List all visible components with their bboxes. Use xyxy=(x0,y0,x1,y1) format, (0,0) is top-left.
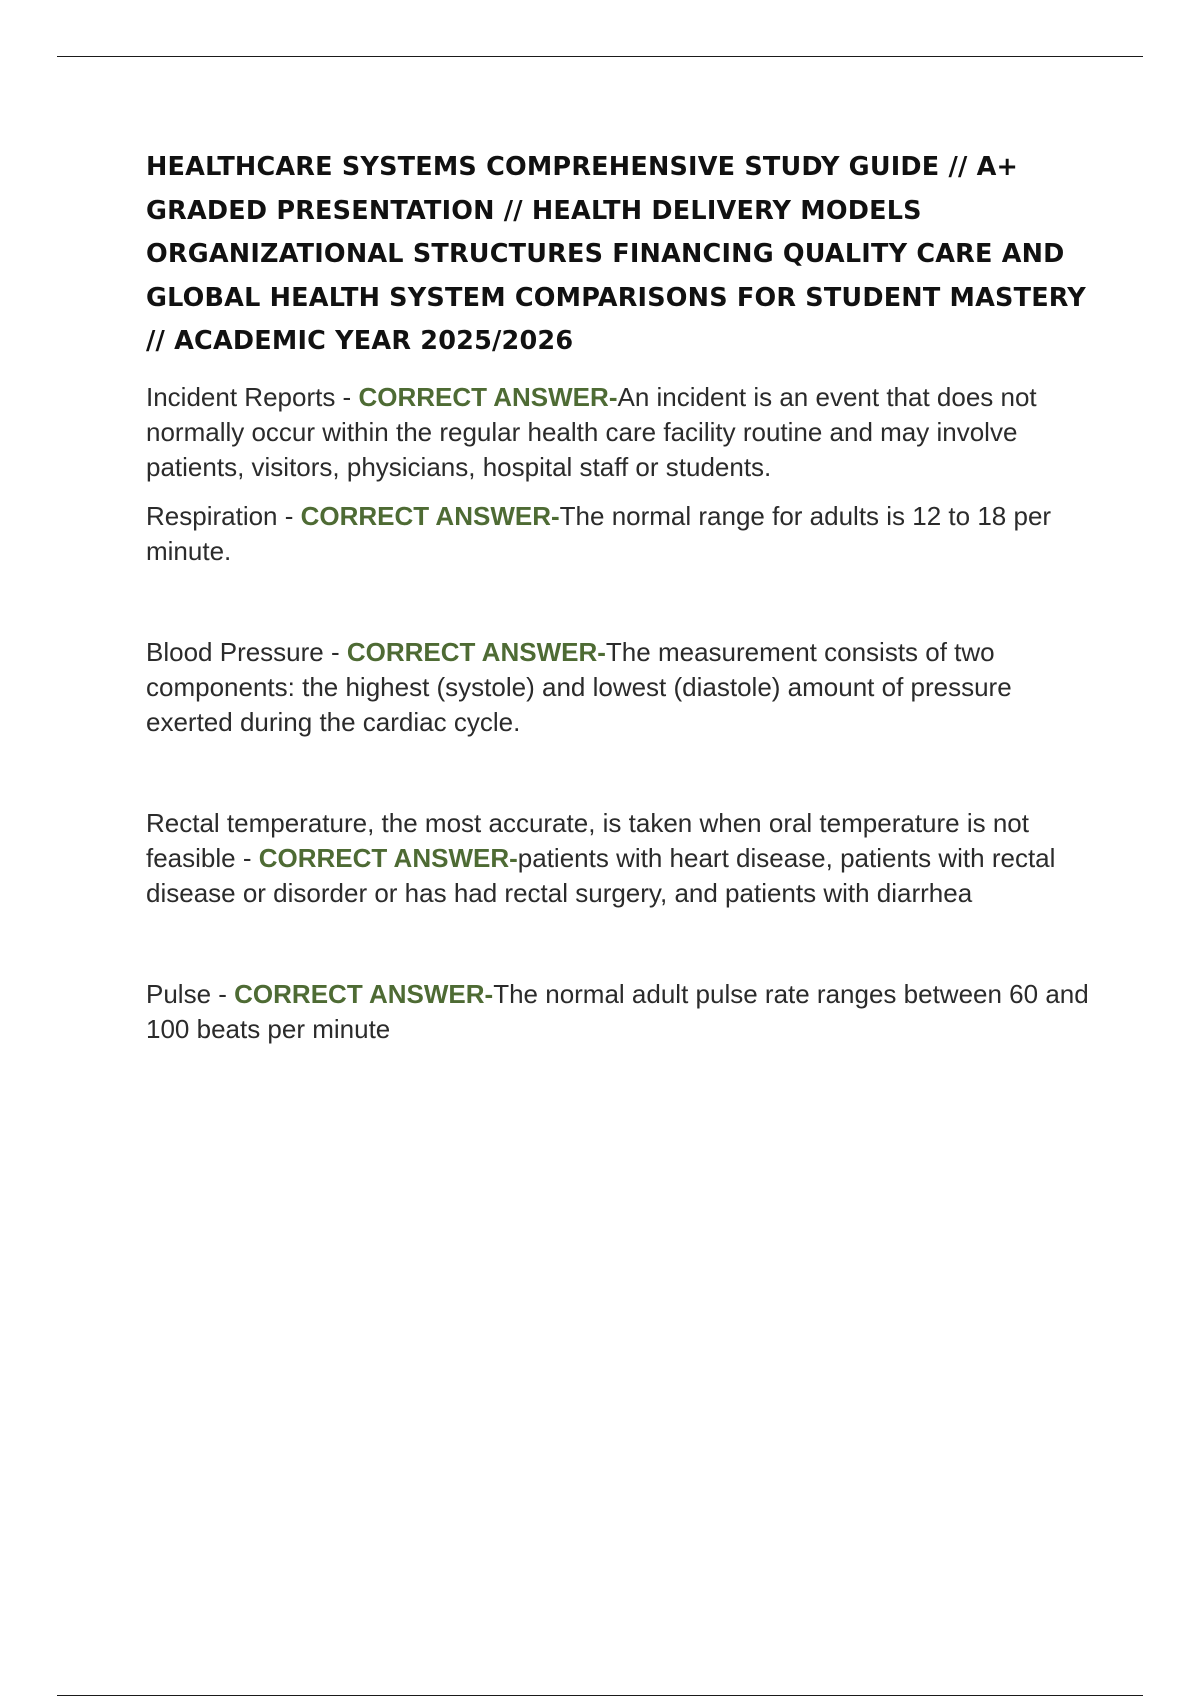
correct-answer-label: CORRECT ANSWER xyxy=(358,381,609,412)
correct-answer-label: CORRECT ANSWER xyxy=(234,978,485,1009)
entry-prompt: Blood Pressure xyxy=(146,636,324,667)
entry-answer: The measurement consists of two components: the highest (systole) and lowest (diastole) amount of pressure exerted during the cardiac cycle. xyxy=(146,636,1012,737)
entry-prompt: Incident Reports xyxy=(146,381,336,412)
entry-prompt: Pulse xyxy=(146,978,212,1009)
entry-answer: The normal range for adults is 12 to 18 per minute. xyxy=(146,500,1052,566)
qa-entry-respiration xyxy=(146,499,1096,569)
answer-dash: - xyxy=(551,500,560,531)
bottom-divider xyxy=(57,1695,1143,1696)
entry-prompt: Rectal temperature, the most accurate, is taken when oral temperature is not feasible xyxy=(146,807,1029,873)
correct-answer-label: CORRECT ANSWER xyxy=(346,636,598,667)
answer-dash: - xyxy=(509,842,518,873)
entry-answer: The normal adult pulse rate ranges between 60 and 100 beats per minute xyxy=(146,978,1089,1044)
qa-entry-rectal-temperature xyxy=(146,806,1096,911)
qa-entry-incident-reports xyxy=(146,380,1096,485)
entry-separator: - xyxy=(323,636,347,667)
entry-answer: An incident is an event that does not normally occur within the regular health care facility routine and may involve patients, visitors, physicians, hospital staff or students. xyxy=(146,381,1037,482)
correct-answer-label: CORRECT ANSWER xyxy=(300,500,551,531)
entry-answer: patients with heart disease, patients with rectal disease or disorder or has had rectal surgery, and patients with diarrhea xyxy=(146,842,1056,908)
top-divider xyxy=(57,56,1143,57)
page-content xyxy=(146,146,1096,1047)
qa-entry-blood-pressure xyxy=(146,635,1096,740)
answer-dash: - xyxy=(608,381,618,412)
entry-prompt: Respiration xyxy=(146,500,278,531)
qa-entry-pulse xyxy=(146,977,1096,1047)
entry-separator: - xyxy=(277,500,301,531)
answer-dash: - xyxy=(484,978,494,1009)
entry-separator: - xyxy=(235,842,259,873)
document-title: HEALTHCARE SYSTEMS COMPREHENSIVE STUDY GUIDE // A+ GRADED PRESENTATION // HEALTH DELIVERY MODELS ORGANIZATIONAL STRUCTURES FINANCING QUALITY CARE AND GLOBAL HEALTH SYSTEM COMPARISONS FOR STUDENT MASTERY // ACADEMIC YEAR 2025/2026 xyxy=(146,152,1086,356)
entry-separator: - xyxy=(211,978,235,1009)
answer-dash: - xyxy=(597,636,606,667)
correct-answer-label: CORRECT ANSWER xyxy=(258,842,510,873)
entry-separator: - xyxy=(335,381,359,412)
